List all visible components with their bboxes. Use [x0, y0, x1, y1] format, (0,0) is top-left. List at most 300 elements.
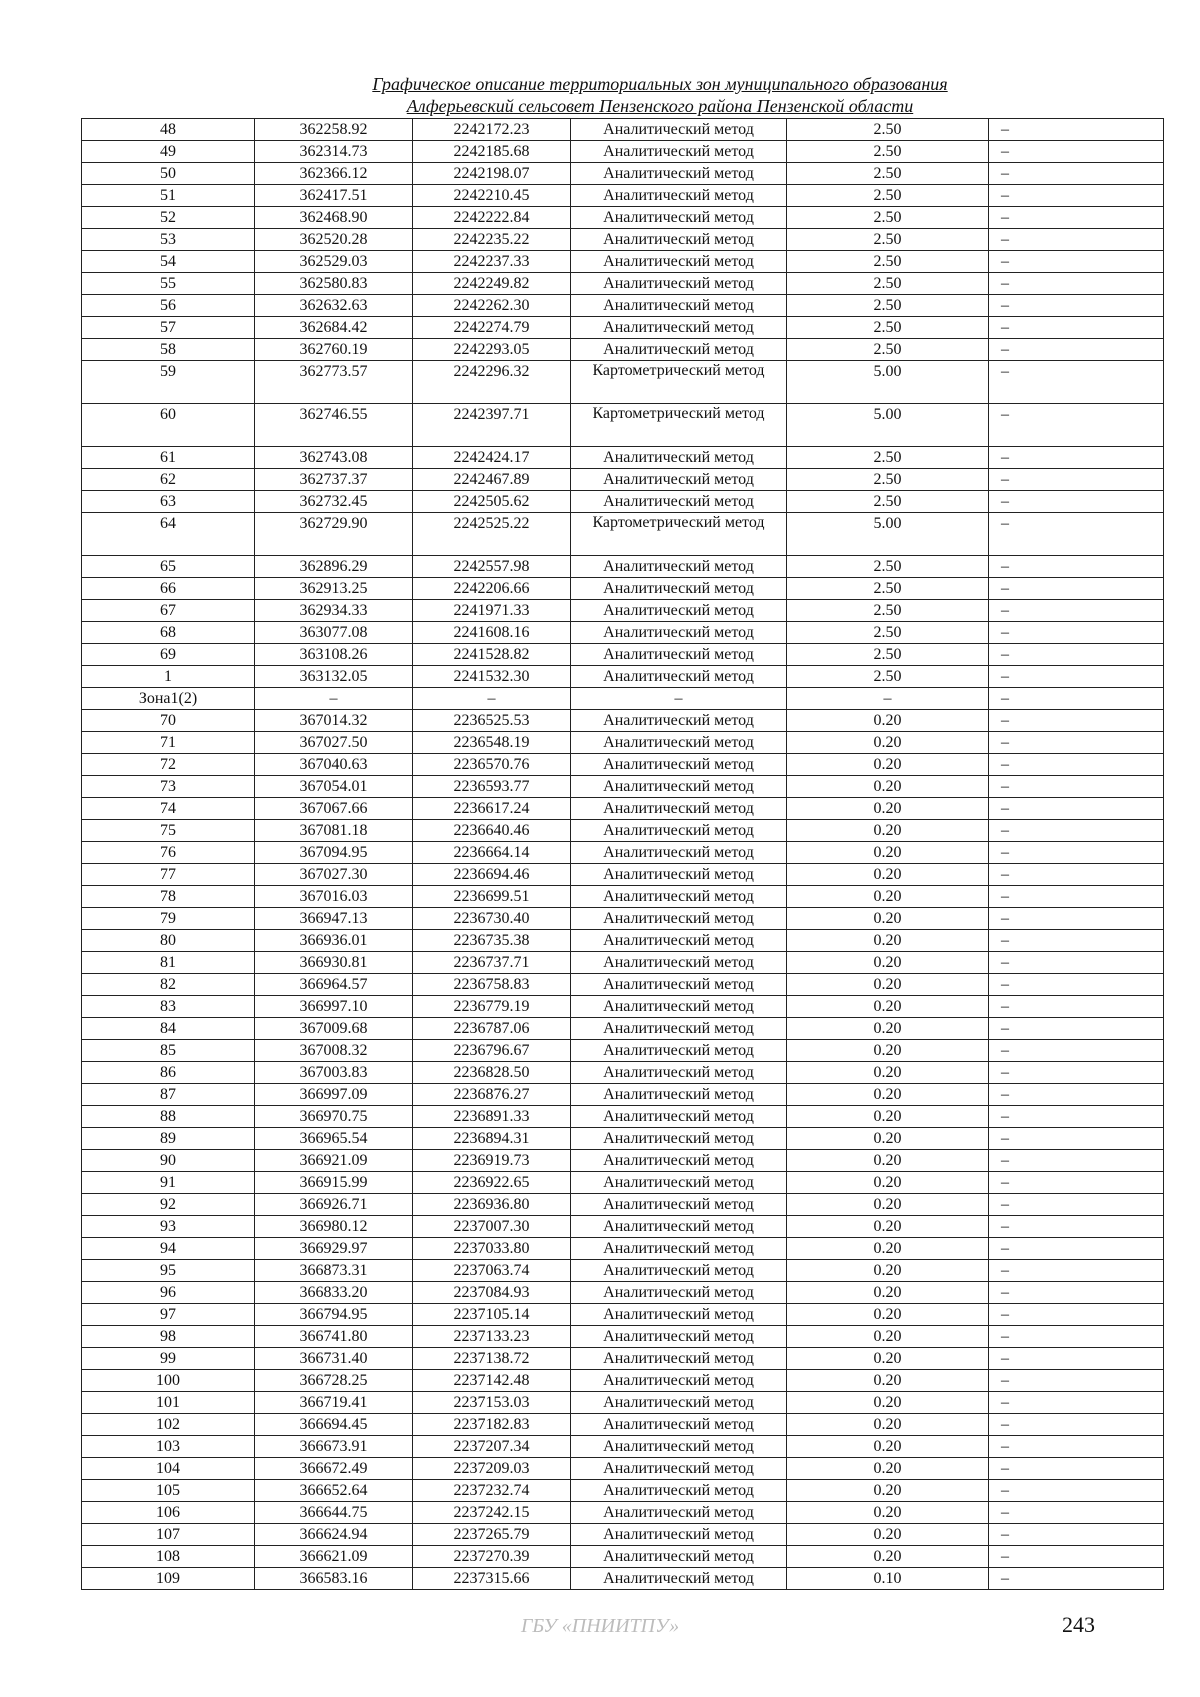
- y-coordinate-cell: 2236758.83: [413, 974, 571, 996]
- x-coordinate-cell: 366873.31: [255, 1260, 413, 1282]
- table-row: [82, 688, 1164, 710]
- table-row: [82, 1128, 1164, 1150]
- description-cell: –: [989, 1018, 1164, 1040]
- description-cell: –: [989, 600, 1164, 622]
- method-cell: Аналитический метод: [571, 952, 787, 974]
- method-cell: Аналитический метод: [571, 469, 787, 491]
- y-coordinate-cell: 2242235.22: [413, 229, 571, 251]
- table-row: [82, 119, 1164, 141]
- y-coordinate-cell: 2236787.06: [413, 1018, 571, 1040]
- table-row: [82, 1304, 1164, 1326]
- point-number-cell: 84: [82, 1018, 255, 1040]
- description-cell: –: [989, 996, 1164, 1018]
- table-row: [82, 1436, 1164, 1458]
- y-coordinate-cell: 2242296.32: [413, 361, 571, 404]
- point-number-cell: 48: [82, 119, 255, 141]
- precision-cell: 2.50: [787, 491, 989, 513]
- x-coordinate-cell: 367040.63: [255, 754, 413, 776]
- x-coordinate-cell: 362632.63: [255, 295, 413, 317]
- description-cell: –: [989, 666, 1164, 688]
- method-cell: Аналитический метод: [571, 1392, 787, 1414]
- description-cell: –: [989, 776, 1164, 798]
- coordinates-table-body: [82, 119, 1164, 1590]
- method-cell: Аналитический метод: [571, 1458, 787, 1480]
- y-coordinate-cell: 2241532.30: [413, 666, 571, 688]
- x-coordinate-cell: 367094.95: [255, 842, 413, 864]
- description-cell: –: [989, 273, 1164, 295]
- y-coordinate-cell: 2236593.77: [413, 776, 571, 798]
- method-cell: Аналитический метод: [571, 1106, 787, 1128]
- table-row: [82, 251, 1164, 273]
- description-cell: –: [989, 1040, 1164, 1062]
- precision-cell: 0.20: [787, 1238, 989, 1260]
- y-coordinate-cell: 2241608.16: [413, 622, 571, 644]
- precision-cell: 2.50: [787, 339, 989, 361]
- description-cell: –: [989, 1194, 1164, 1216]
- point-number-cell: 82: [82, 974, 255, 996]
- description-cell: –: [989, 1546, 1164, 1568]
- precision-cell: 2.50: [787, 141, 989, 163]
- y-coordinate-cell: 2236570.76: [413, 754, 571, 776]
- method-cell: Аналитический метод: [571, 930, 787, 952]
- description-cell: –: [989, 513, 1164, 556]
- point-number-cell: 90: [82, 1150, 255, 1172]
- point-number-cell: 80: [82, 930, 255, 952]
- description-cell: –: [989, 404, 1164, 447]
- table-row: [82, 710, 1164, 732]
- description-cell: –: [989, 1260, 1164, 1282]
- description-cell: –: [989, 447, 1164, 469]
- table-row: [82, 754, 1164, 776]
- description-cell: –: [989, 1414, 1164, 1436]
- description-cell: –: [989, 469, 1164, 491]
- table-row: [82, 556, 1164, 578]
- x-coordinate-cell: 366794.95: [255, 1304, 413, 1326]
- description-cell: –: [989, 842, 1164, 864]
- y-coordinate-cell: 2236694.46: [413, 864, 571, 886]
- table-row: [82, 317, 1164, 339]
- y-coordinate-cell: 2242222.84: [413, 207, 571, 229]
- y-coordinate-cell: 2237084.93: [413, 1282, 571, 1304]
- precision-cell: 0.20: [787, 974, 989, 996]
- y-coordinate-cell: 2241528.82: [413, 644, 571, 666]
- point-number-cell: 68: [82, 622, 255, 644]
- point-number-cell: 105: [82, 1480, 255, 1502]
- y-coordinate-cell: 2237153.03: [413, 1392, 571, 1414]
- table-row: [82, 339, 1164, 361]
- precision-cell: 2.50: [787, 600, 989, 622]
- x-coordinate-cell: 367054.01: [255, 776, 413, 798]
- description-cell: –: [989, 295, 1164, 317]
- x-coordinate-cell: 367067.66: [255, 798, 413, 820]
- method-cell: Аналитический метод: [571, 1568, 787, 1590]
- description-cell: –: [989, 908, 1164, 930]
- y-coordinate-cell: 2236922.65: [413, 1172, 571, 1194]
- method-cell: Аналитический метод: [571, 754, 787, 776]
- point-number-cell: 76: [82, 842, 255, 864]
- point-number-cell: 92: [82, 1194, 255, 1216]
- x-coordinate-cell: 362314.73: [255, 141, 413, 163]
- point-number-cell: 98: [82, 1326, 255, 1348]
- point-number-cell: 86: [82, 1062, 255, 1084]
- point-number-cell: 50: [82, 163, 255, 185]
- x-coordinate-cell: 362913.25: [255, 578, 413, 600]
- description-cell: –: [989, 491, 1164, 513]
- y-coordinate-cell: 2237105.14: [413, 1304, 571, 1326]
- table-row: [82, 864, 1164, 886]
- table-row: [82, 1568, 1164, 1590]
- method-cell: Аналитический метод: [571, 1216, 787, 1238]
- y-coordinate-cell: –: [413, 688, 571, 710]
- y-coordinate-cell: 2237133.23: [413, 1326, 571, 1348]
- description-cell: –: [989, 556, 1164, 578]
- x-coordinate-cell: 366997.10: [255, 996, 413, 1018]
- method-cell: Аналитический метод: [571, 317, 787, 339]
- description-cell: –: [989, 1458, 1164, 1480]
- x-coordinate-cell: 366930.81: [255, 952, 413, 974]
- method-cell: Аналитический метод: [571, 1524, 787, 1546]
- precision-cell: 0.20: [787, 1018, 989, 1040]
- point-number-cell: 97: [82, 1304, 255, 1326]
- method-cell: Аналитический метод: [571, 1436, 787, 1458]
- method-cell: Аналитический метод: [571, 1348, 787, 1370]
- point-number-cell: 77: [82, 864, 255, 886]
- method-cell: Аналитический метод: [571, 974, 787, 996]
- y-coordinate-cell: 2236699.51: [413, 886, 571, 908]
- x-coordinate-cell: 367027.30: [255, 864, 413, 886]
- precision-cell: 0.20: [787, 1392, 989, 1414]
- y-coordinate-cell: 2236737.71: [413, 952, 571, 974]
- method-cell: Аналитический метод: [571, 207, 787, 229]
- description-cell: –: [989, 952, 1164, 974]
- description-cell: –: [989, 798, 1164, 820]
- precision-cell: 0.20: [787, 864, 989, 886]
- method-cell: Аналитический метод: [571, 491, 787, 513]
- point-number-cell: 78: [82, 886, 255, 908]
- table-row: [82, 491, 1164, 513]
- point-number-cell: 85: [82, 1040, 255, 1062]
- method-cell: –: [571, 688, 787, 710]
- precision-cell: 0.20: [787, 1502, 989, 1524]
- x-coordinate-cell: 362760.19: [255, 339, 413, 361]
- x-coordinate-cell: 366694.45: [255, 1414, 413, 1436]
- method-cell: Аналитический метод: [571, 295, 787, 317]
- table-row: [82, 1216, 1164, 1238]
- method-cell: Аналитический метод: [571, 1546, 787, 1568]
- table-row: [82, 1326, 1164, 1348]
- precision-cell: 0.10: [787, 1568, 989, 1590]
- table-row: [82, 185, 1164, 207]
- y-coordinate-cell: 2242467.89: [413, 469, 571, 491]
- method-cell: Аналитический метод: [571, 842, 787, 864]
- y-coordinate-cell: 2242185.68: [413, 141, 571, 163]
- point-number-cell: 53: [82, 229, 255, 251]
- x-coordinate-cell: 362366.12: [255, 163, 413, 185]
- precision-cell: 2.50: [787, 317, 989, 339]
- method-cell: Аналитический метод: [571, 1282, 787, 1304]
- table-row: [82, 1502, 1164, 1524]
- x-coordinate-cell: 366741.80: [255, 1326, 413, 1348]
- y-coordinate-cell: 2242397.71: [413, 404, 571, 447]
- method-cell: Аналитический метод: [571, 622, 787, 644]
- table-row: [82, 404, 1164, 447]
- precision-cell: 0.20: [787, 952, 989, 974]
- precision-cell: 0.20: [787, 1436, 989, 1458]
- description-cell: –: [989, 1502, 1164, 1524]
- precision-cell: 2.50: [787, 295, 989, 317]
- description-cell: –: [989, 185, 1164, 207]
- point-number-cell: 94: [82, 1238, 255, 1260]
- x-coordinate-cell: 362896.29: [255, 556, 413, 578]
- y-coordinate-cell: 2236730.40: [413, 908, 571, 930]
- point-number-cell: 60: [82, 404, 255, 447]
- description-cell: –: [989, 710, 1164, 732]
- description-cell: –: [989, 1304, 1164, 1326]
- y-coordinate-cell: 2237232.74: [413, 1480, 571, 1502]
- x-coordinate-cell: 366833.20: [255, 1282, 413, 1304]
- precision-cell: 5.00: [787, 404, 989, 447]
- x-coordinate-cell: 366728.25: [255, 1370, 413, 1392]
- y-coordinate-cell: 2242505.62: [413, 491, 571, 513]
- table-row: [82, 1260, 1164, 1282]
- point-number-cell: 101: [82, 1392, 255, 1414]
- y-coordinate-cell: 2236548.19: [413, 732, 571, 754]
- x-coordinate-cell: 363108.26: [255, 644, 413, 666]
- precision-cell: 0.20: [787, 1458, 989, 1480]
- method-cell: Картометрический метод: [571, 513, 787, 556]
- precision-cell: –: [787, 688, 989, 710]
- point-number-cell: 91: [82, 1172, 255, 1194]
- precision-cell: 0.20: [787, 996, 989, 1018]
- method-cell: Аналитический метод: [571, 185, 787, 207]
- y-coordinate-cell: 2236664.14: [413, 842, 571, 864]
- method-cell: Аналитический метод: [571, 1194, 787, 1216]
- method-cell: Аналитический метод: [571, 1502, 787, 1524]
- point-number-cell: 79: [82, 908, 255, 930]
- description-cell: –: [989, 622, 1164, 644]
- y-coordinate-cell: 2242172.23: [413, 119, 571, 141]
- table-row: [82, 578, 1164, 600]
- method-cell: Аналитический метод: [571, 644, 787, 666]
- table-row: [82, 974, 1164, 996]
- table-row: [82, 1392, 1164, 1414]
- x-coordinate-cell: 366624.94: [255, 1524, 413, 1546]
- x-coordinate-cell: 366936.01: [255, 930, 413, 952]
- method-cell: Аналитический метод: [571, 600, 787, 622]
- table-row: [82, 1194, 1164, 1216]
- description-cell: –: [989, 229, 1164, 251]
- method-cell: Аналитический метод: [571, 1150, 787, 1172]
- x-coordinate-cell: 367016.03: [255, 886, 413, 908]
- point-number-cell: 106: [82, 1502, 255, 1524]
- method-cell: Аналитический метод: [571, 886, 787, 908]
- x-coordinate-cell: 366929.97: [255, 1238, 413, 1260]
- table-row: [82, 666, 1164, 688]
- y-coordinate-cell: 2237209.03: [413, 1458, 571, 1480]
- y-coordinate-cell: 2237033.80: [413, 1238, 571, 1260]
- y-coordinate-cell: 2242557.98: [413, 556, 571, 578]
- precision-cell: 0.20: [787, 798, 989, 820]
- table-row: [82, 1414, 1164, 1436]
- point-number-cell: 54: [82, 251, 255, 273]
- description-cell: –: [989, 1436, 1164, 1458]
- point-number-cell: 67: [82, 600, 255, 622]
- method-cell: Аналитический метод: [571, 776, 787, 798]
- x-coordinate-cell: 366964.57: [255, 974, 413, 996]
- page-number: 243: [1062, 1612, 1095, 1637]
- x-coordinate-cell: 362732.45: [255, 491, 413, 513]
- precision-cell: 0.20: [787, 1062, 989, 1084]
- table-row: [82, 600, 1164, 622]
- precision-cell: 2.50: [787, 163, 989, 185]
- y-coordinate-cell: 2242198.07: [413, 163, 571, 185]
- y-coordinate-cell: 2242237.33: [413, 251, 571, 273]
- table-row: [82, 163, 1164, 185]
- precision-cell: 2.50: [787, 622, 989, 644]
- point-number-cell: 59: [82, 361, 255, 404]
- point-number-cell: 108: [82, 1546, 255, 1568]
- point-number-cell: 100: [82, 1370, 255, 1392]
- table-row: [82, 952, 1164, 974]
- point-number-cell: 56: [82, 295, 255, 317]
- precision-cell: 0.20: [787, 930, 989, 952]
- method-cell: Аналитический метод: [571, 798, 787, 820]
- y-coordinate-cell: 2242525.22: [413, 513, 571, 556]
- precision-cell: 2.50: [787, 556, 989, 578]
- precision-cell: 2.50: [787, 666, 989, 688]
- y-coordinate-cell: 2236876.27: [413, 1084, 571, 1106]
- x-coordinate-cell: 366915.99: [255, 1172, 413, 1194]
- table-row: [82, 1062, 1164, 1084]
- method-cell: Аналитический метод: [571, 1260, 787, 1282]
- x-coordinate-cell: 366997.09: [255, 1084, 413, 1106]
- precision-cell: 0.20: [787, 1040, 989, 1062]
- y-coordinate-cell: 2242206.66: [413, 578, 571, 600]
- point-number-cell: 66: [82, 578, 255, 600]
- precision-cell: 5.00: [787, 361, 989, 404]
- precision-cell: 0.20: [787, 1370, 989, 1392]
- method-cell: Аналитический метод: [571, 1040, 787, 1062]
- description-cell: –: [989, 1326, 1164, 1348]
- precision-cell: 0.20: [787, 886, 989, 908]
- table-row: [82, 1370, 1164, 1392]
- x-coordinate-cell: 366673.91: [255, 1436, 413, 1458]
- method-cell: Аналитический метод: [571, 1304, 787, 1326]
- table-row: [82, 229, 1164, 251]
- x-coordinate-cell: 362529.03: [255, 251, 413, 273]
- table-row: [82, 820, 1164, 842]
- point-number-cell: 99: [82, 1348, 255, 1370]
- table-row: [82, 1106, 1164, 1128]
- point-number-cell: Зона1(2): [82, 688, 255, 710]
- y-coordinate-cell: 2236936.80: [413, 1194, 571, 1216]
- point-number-cell: 87: [82, 1084, 255, 1106]
- y-coordinate-cell: 2237270.39: [413, 1546, 571, 1568]
- point-number-cell: 63: [82, 491, 255, 513]
- method-cell: Картометрический метод: [571, 404, 787, 447]
- y-coordinate-cell: 2242274.79: [413, 317, 571, 339]
- method-cell: Аналитический метод: [571, 864, 787, 886]
- precision-cell: 0.20: [787, 1304, 989, 1326]
- precision-cell: 0.20: [787, 842, 989, 864]
- table-row: [82, 1480, 1164, 1502]
- description-cell: –: [989, 886, 1164, 908]
- point-number-cell: 107: [82, 1524, 255, 1546]
- point-number-cell: 104: [82, 1458, 255, 1480]
- y-coordinate-cell: 2236735.38: [413, 930, 571, 952]
- x-coordinate-cell: 362258.92: [255, 119, 413, 141]
- y-coordinate-cell: 2237315.66: [413, 1568, 571, 1590]
- table-row: [82, 1084, 1164, 1106]
- description-cell: –: [989, 578, 1164, 600]
- description-cell: –: [989, 1524, 1164, 1546]
- method-cell: Аналитический метод: [571, 251, 787, 273]
- table-row: [82, 1150, 1164, 1172]
- description-cell: –: [989, 1128, 1164, 1150]
- description-cell: –: [989, 1348, 1164, 1370]
- precision-cell: 0.20: [787, 754, 989, 776]
- table-row: [82, 447, 1164, 469]
- description-cell: –: [989, 974, 1164, 996]
- precision-cell: 0.20: [787, 1216, 989, 1238]
- point-number-cell: 89: [82, 1128, 255, 1150]
- y-coordinate-cell: 2242249.82: [413, 273, 571, 295]
- x-coordinate-cell: 362743.08: [255, 447, 413, 469]
- description-cell: –: [989, 644, 1164, 666]
- precision-cell: 2.50: [787, 644, 989, 666]
- method-cell: Аналитический метод: [571, 1414, 787, 1436]
- precision-cell: 2.50: [787, 273, 989, 295]
- x-coordinate-cell: 366644.75: [255, 1502, 413, 1524]
- x-coordinate-cell: 366965.54: [255, 1128, 413, 1150]
- description-cell: –: [989, 930, 1164, 952]
- method-cell: Аналитический метод: [571, 666, 787, 688]
- table-row: [82, 469, 1164, 491]
- method-cell: Аналитический метод: [571, 273, 787, 295]
- y-coordinate-cell: 2242424.17: [413, 447, 571, 469]
- precision-cell: 2.50: [787, 185, 989, 207]
- description-cell: –: [989, 1084, 1164, 1106]
- description-cell: –: [989, 1282, 1164, 1304]
- description-cell: –: [989, 1216, 1164, 1238]
- precision-cell: 0.20: [787, 776, 989, 798]
- y-coordinate-cell: 2236525.53: [413, 710, 571, 732]
- x-coordinate-cell: 366947.13: [255, 908, 413, 930]
- y-coordinate-cell: 2242210.45: [413, 185, 571, 207]
- precision-cell: 2.50: [787, 229, 989, 251]
- method-cell: Аналитический метод: [571, 1018, 787, 1040]
- x-coordinate-cell: 366921.09: [255, 1150, 413, 1172]
- y-coordinate-cell: 2236640.46: [413, 820, 571, 842]
- table-row: [82, 295, 1164, 317]
- document-title-line-2: Алферьевский сельсовет Пензенского района Пензенской области: [406, 96, 914, 116]
- table-row: [82, 361, 1164, 404]
- x-coordinate-cell: 362729.90: [255, 513, 413, 556]
- description-cell: –: [989, 1062, 1164, 1084]
- point-number-cell: 49: [82, 141, 255, 163]
- point-number-cell: 65: [82, 556, 255, 578]
- footer-organization: ГБУ «ПНИИТПУ»: [520, 1615, 680, 1637]
- y-coordinate-cell: 2237138.72: [413, 1348, 571, 1370]
- table-row: [82, 908, 1164, 930]
- y-coordinate-cell: 2237063.74: [413, 1260, 571, 1282]
- x-coordinate-cell: 367009.68: [255, 1018, 413, 1040]
- precision-cell: 0.20: [787, 1150, 989, 1172]
- method-cell: Аналитический метод: [571, 339, 787, 361]
- precision-cell: 0.20: [787, 1348, 989, 1370]
- precision-cell: 0.20: [787, 710, 989, 732]
- description-cell: –: [989, 864, 1164, 886]
